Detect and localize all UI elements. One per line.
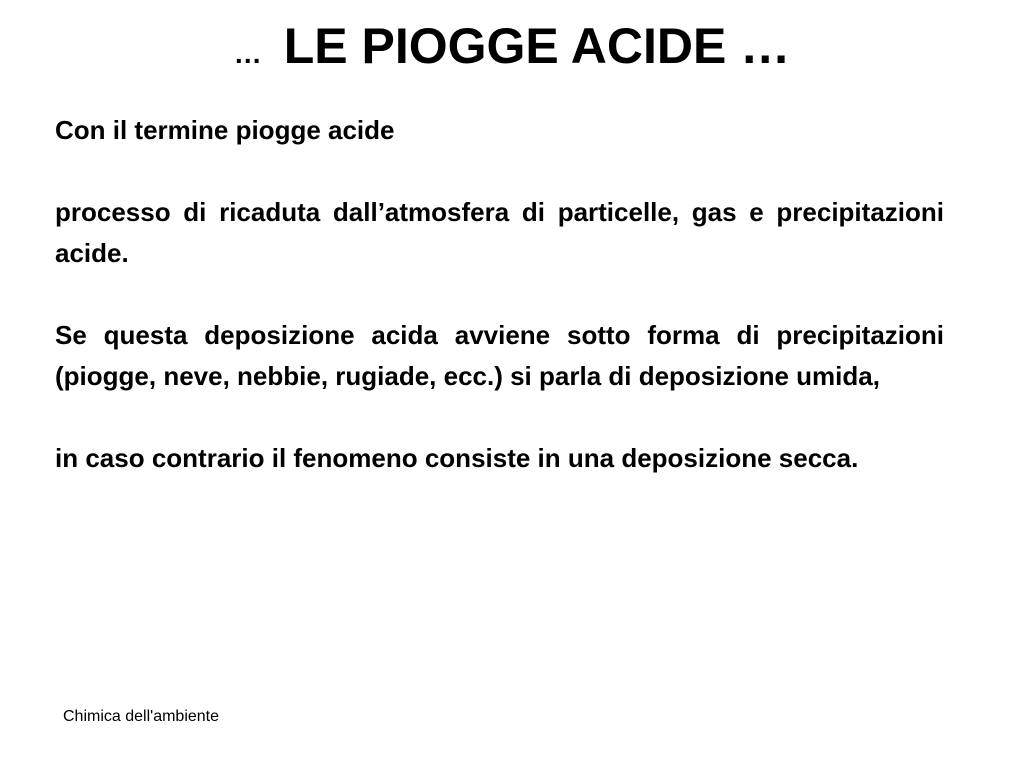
paragraph-wet-deposition: Se questa deposizione acida avviene sotto forma di precipitazioni (piogge, neve, nebbie, rugiade, ecc.) si parla di deposizione umida, xyxy=(55,320,944,391)
paragraph-dry-deposition: in caso contrario il fenomeno consiste in una deposizione secca. xyxy=(55,443,859,473)
title-lead-ellipsis: … xyxy=(233,38,262,69)
slide-footer: Chimica dell'ambiente xyxy=(63,708,220,725)
paragraph-intro: Con il termine piogge acide xyxy=(55,115,395,145)
slide-title xyxy=(0,14,1024,86)
title-text: LE PIOGGE ACIDE … xyxy=(283,18,791,74)
slide-body xyxy=(55,110,944,520)
paragraph-definition: processo di ricaduta dall’atmosfera di particelle, gas e precipitazioni acide. xyxy=(55,197,944,268)
